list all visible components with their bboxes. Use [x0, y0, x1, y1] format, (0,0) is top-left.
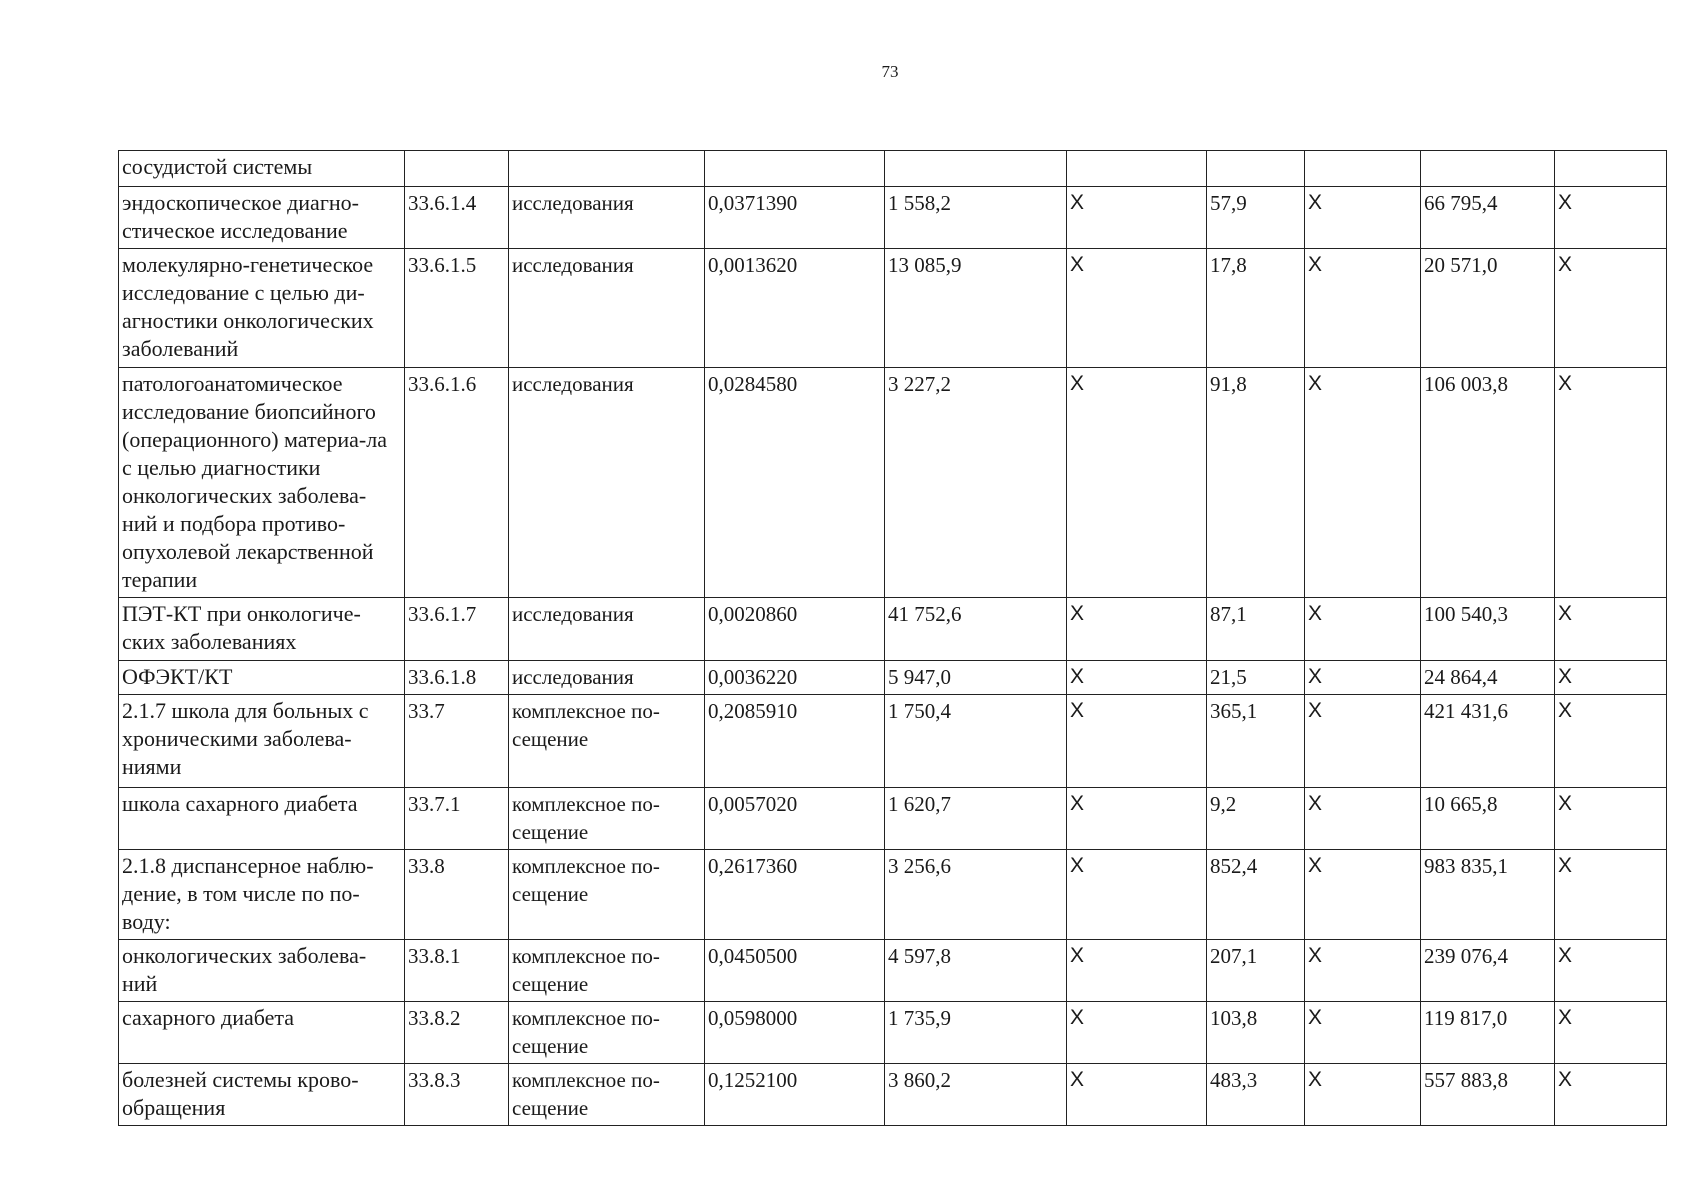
row-v2: 3 256,6: [885, 850, 1067, 940]
row-code: [405, 151, 509, 187]
row-x2: X: [1305, 788, 1421, 850]
row-code: 33.6.1.4: [405, 187, 509, 249]
row-v4: 119 817,0: [1421, 1002, 1555, 1064]
row-x2: X: [1305, 598, 1421, 661]
row-v2: 4 597,8: [885, 940, 1067, 1002]
row-v1: 0,0371390: [705, 187, 885, 249]
rates-table-wrapper: [118, 150, 1667, 1126]
row-x2: [1305, 151, 1421, 187]
row-x2: X: [1305, 940, 1421, 1002]
row-x2: X: [1305, 187, 1421, 249]
row-v3: 87,1: [1207, 598, 1305, 661]
row-name: эндоскопическое диагно-стическое исследование: [119, 187, 405, 249]
table-row: [119, 1064, 1667, 1126]
row-x1: X: [1067, 187, 1207, 249]
row-unit: комплексное по-сещение: [509, 940, 705, 1002]
row-x1: X: [1067, 598, 1207, 661]
row-x3: X: [1555, 788, 1667, 850]
row-v1: 0,0284580: [705, 368, 885, 598]
row-v2: 41 752,6: [885, 598, 1067, 661]
row-v4: 239 076,4: [1421, 940, 1555, 1002]
row-unit: исследования: [509, 187, 705, 249]
row-name: болезней системы крово-обращения: [119, 1064, 405, 1126]
row-v4: 10 665,8: [1421, 788, 1555, 850]
row-v1: 0,1252100: [705, 1064, 885, 1126]
row-v3: 57,9: [1207, 187, 1305, 249]
table-row: [119, 940, 1667, 1002]
row-code: 33.7.1: [405, 788, 509, 850]
row-v3: 852,4: [1207, 850, 1305, 940]
row-v1: 0,0020860: [705, 598, 885, 661]
row-v3: 91,8: [1207, 368, 1305, 598]
row-x1: X: [1067, 661, 1207, 695]
row-v1: 0,0057020: [705, 788, 885, 850]
row-v3: 103,8: [1207, 1002, 1305, 1064]
table-row: [119, 850, 1667, 940]
row-x1: X: [1067, 368, 1207, 598]
row-x3: X: [1555, 940, 1667, 1002]
row-x3: X: [1555, 661, 1667, 695]
table-row: [119, 249, 1667, 368]
row-name: онкологических заболева-ний: [119, 940, 405, 1002]
row-v2: 3 860,2: [885, 1064, 1067, 1126]
row-x2: X: [1305, 1002, 1421, 1064]
row-v2: 1 750,4: [885, 695, 1067, 788]
row-x2: X: [1305, 850, 1421, 940]
row-code: 33.8: [405, 850, 509, 940]
row-v4: 421 431,6: [1421, 695, 1555, 788]
row-v3: 483,3: [1207, 1064, 1305, 1126]
row-code: 33.6.1.6: [405, 368, 509, 598]
table-row: [119, 151, 1667, 187]
row-name: сосудистой системы: [119, 151, 405, 187]
row-v2: 13 085,9: [885, 249, 1067, 368]
row-v4: 557 883,8: [1421, 1064, 1555, 1126]
row-unit: исследования: [509, 661, 705, 695]
row-v1: [705, 151, 885, 187]
row-code: 33.7: [405, 695, 509, 788]
row-x2: X: [1305, 695, 1421, 788]
row-v4: 66 795,4: [1421, 187, 1555, 249]
row-x3: X: [1555, 598, 1667, 661]
row-x2: X: [1305, 368, 1421, 598]
row-unit: исследования: [509, 368, 705, 598]
row-v3: 207,1: [1207, 940, 1305, 1002]
row-x1: X: [1067, 249, 1207, 368]
row-name: патологоанатомическое исследование биопсийного (операционного) материа-ла с целью диагностики онкологических заболева-ний и подбора противо-опухолевой лекарственной терапии: [119, 368, 405, 598]
row-name: ОФЭКТ/КТ: [119, 661, 405, 695]
rates-table: [118, 150, 1667, 1126]
table-row: [119, 368, 1667, 598]
row-x1: [1067, 151, 1207, 187]
row-name: молекулярно-генетическое исследование с целью ди-агностики онкологических заболеваний: [119, 249, 405, 368]
row-code: 33.6.1.8: [405, 661, 509, 695]
row-unit: комплексное по-сещение: [509, 1064, 705, 1126]
row-x3: X: [1555, 1064, 1667, 1126]
row-v1: 0,2617360: [705, 850, 885, 940]
row-x3: X: [1555, 249, 1667, 368]
table-row: [119, 1002, 1667, 1064]
row-x3: X: [1555, 187, 1667, 249]
table-row: [119, 598, 1667, 661]
row-code: 33.8.3: [405, 1064, 509, 1126]
row-v4: 983 835,1: [1421, 850, 1555, 940]
row-x2: X: [1305, 661, 1421, 695]
table-body: [119, 151, 1667, 1126]
row-code: 33.8.2: [405, 1002, 509, 1064]
page-number: 73: [881, 62, 899, 81]
row-v3: 17,8: [1207, 249, 1305, 368]
row-unit: [509, 151, 705, 187]
row-name: 2.1.7 школа для больных с хроническими заболева-ниями: [119, 695, 405, 788]
row-x3: X: [1555, 850, 1667, 940]
row-v2: 1 558,2: [885, 187, 1067, 249]
row-x3: X: [1555, 695, 1667, 788]
row-v2: [885, 151, 1067, 187]
row-v2: 3 227,2: [885, 368, 1067, 598]
row-x3: X: [1555, 1002, 1667, 1064]
row-unit: комплексное по-сещение: [509, 1002, 705, 1064]
row-v3: 9,2: [1207, 788, 1305, 850]
row-v4: [1421, 151, 1555, 187]
row-x2: X: [1305, 249, 1421, 368]
row-x1: X: [1067, 940, 1207, 1002]
row-v1: 0,0013620: [705, 249, 885, 368]
row-unit: исследования: [509, 598, 705, 661]
row-code: 33.6.1.5: [405, 249, 509, 368]
table-row: [119, 187, 1667, 249]
row-unit: комплексное по-сещение: [509, 695, 705, 788]
row-code: 33.6.1.7: [405, 598, 509, 661]
row-unit: исследования: [509, 249, 705, 368]
table-row: [119, 695, 1667, 788]
table-row: [119, 661, 1667, 695]
row-name: 2.1.8 диспансерное наблю-дение, в том числе по по-воду:: [119, 850, 405, 940]
row-v2: 5 947,0: [885, 661, 1067, 695]
row-x1: X: [1067, 695, 1207, 788]
row-v2: 1 735,9: [885, 1002, 1067, 1064]
row-name: сахарного диабета: [119, 1002, 405, 1064]
row-x1: X: [1067, 850, 1207, 940]
row-v1: 0,0598000: [705, 1002, 885, 1064]
row-unit: комплексное по-сещение: [509, 850, 705, 940]
row-x3: X: [1555, 368, 1667, 598]
row-v1: 0,0036220: [705, 661, 885, 695]
row-v3: 365,1: [1207, 695, 1305, 788]
row-x1: X: [1067, 788, 1207, 850]
row-x1: X: [1067, 1002, 1207, 1064]
row-x3: [1555, 151, 1667, 187]
row-v4: 24 864,4: [1421, 661, 1555, 695]
row-name: ПЭТ-КТ при онкологиче-ских заболеваниях: [119, 598, 405, 661]
row-v3: 21,5: [1207, 661, 1305, 695]
row-x1: X: [1067, 1064, 1207, 1126]
row-v1: 0,2085910: [705, 695, 885, 788]
row-unit: комплексное по-сещение: [509, 788, 705, 850]
row-v1: 0,0450500: [705, 940, 885, 1002]
row-v4: 106 003,8: [1421, 368, 1555, 598]
row-x2: X: [1305, 1064, 1421, 1126]
row-v2: 1 620,7: [885, 788, 1067, 850]
row-code: 33.8.1: [405, 940, 509, 1002]
row-v4: 20 571,0: [1421, 249, 1555, 368]
table-row: [119, 788, 1667, 850]
row-name: школа сахарного диабета: [119, 788, 405, 850]
row-v4: 100 540,3: [1421, 598, 1555, 661]
row-v3: [1207, 151, 1305, 187]
